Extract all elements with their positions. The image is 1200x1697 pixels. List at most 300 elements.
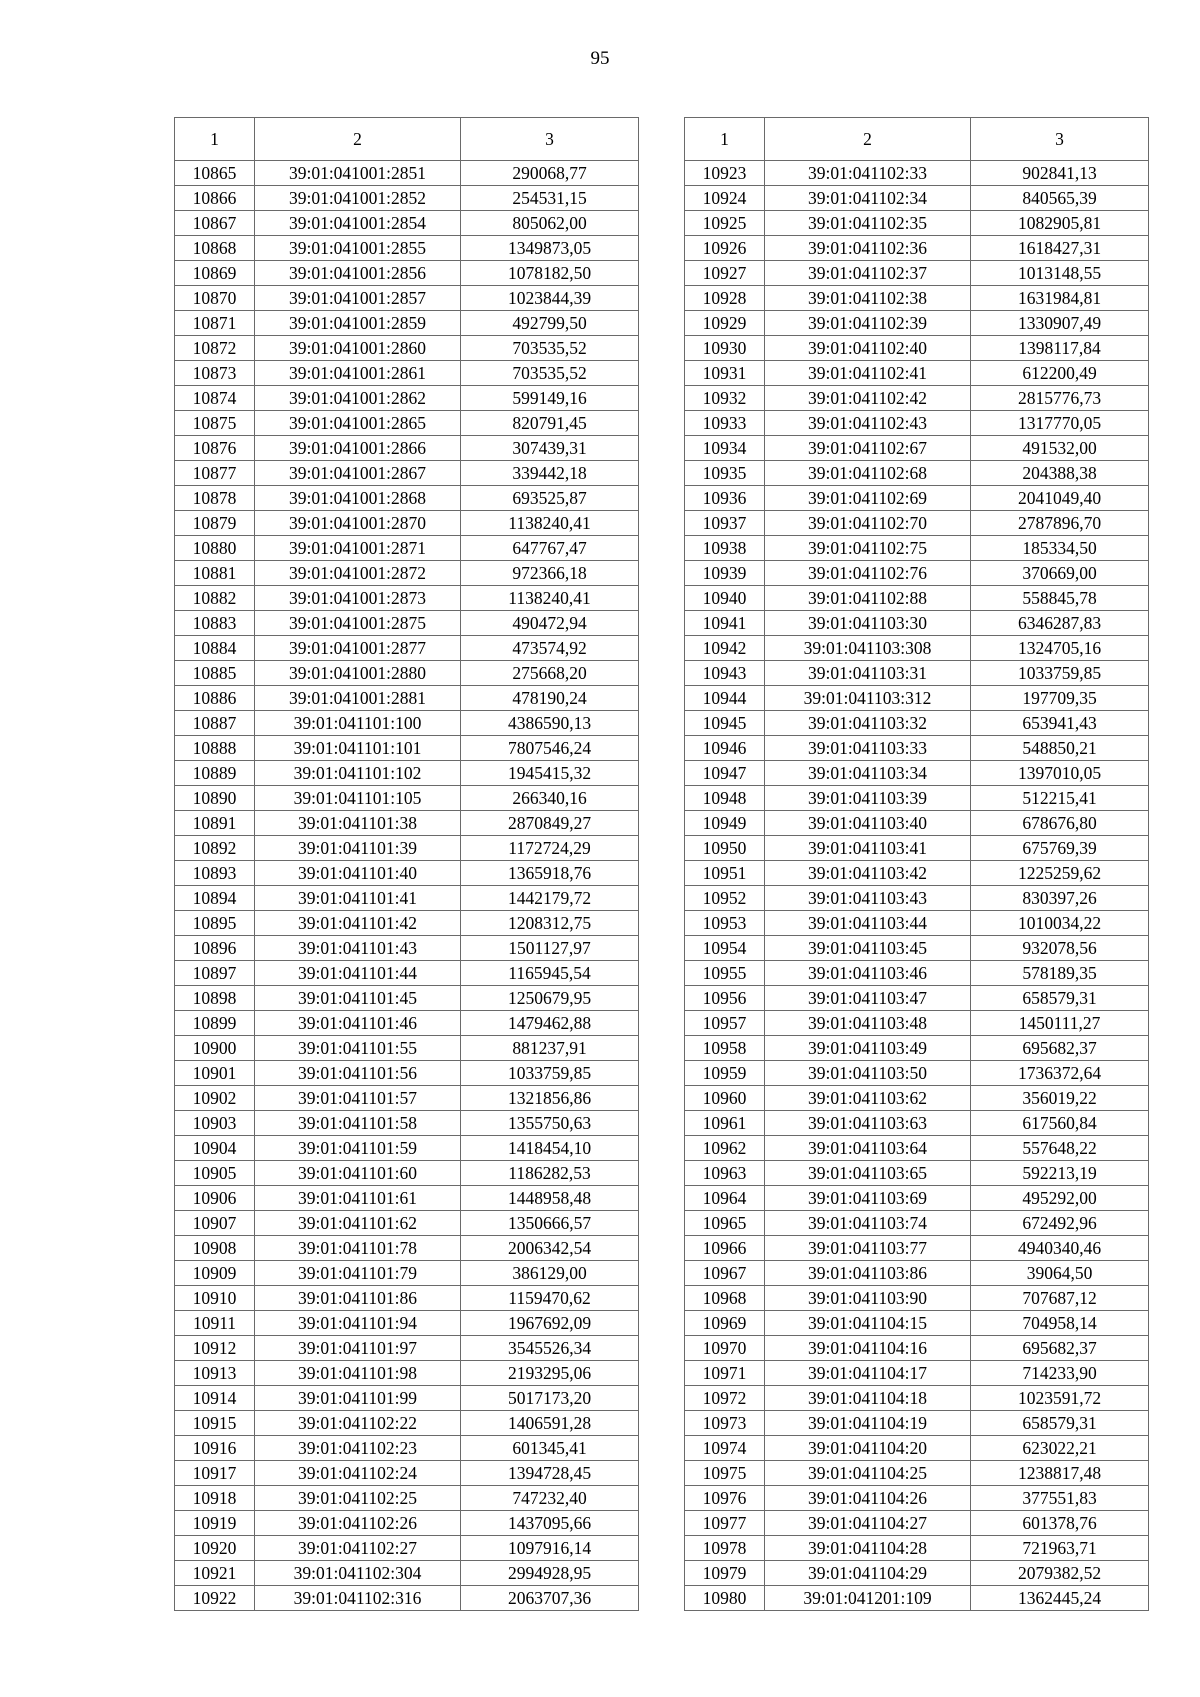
cadastral-number-cell: 39:01:041102:37 bbox=[765, 261, 971, 286]
row-number-cell: 10965 bbox=[685, 1211, 765, 1236]
cadastral-number-cell: 39:01:041001:2871 bbox=[255, 536, 461, 561]
value-cell: 275668,20 bbox=[461, 661, 639, 686]
table-row bbox=[175, 361, 639, 386]
table-row bbox=[685, 1111, 1149, 1136]
cadastral-number-cell: 39:01:041101:79 bbox=[255, 1261, 461, 1286]
row-number-cell: 10964 bbox=[685, 1186, 765, 1211]
cadastral-number-cell: 39:01:041001:2859 bbox=[255, 311, 461, 336]
table-row bbox=[685, 1586, 1149, 1611]
cadastral-number-cell: 39:01:041101:94 bbox=[255, 1311, 461, 1336]
cadastral-number-cell: 39:01:041101:40 bbox=[255, 861, 461, 886]
row-number-cell: 10872 bbox=[175, 336, 255, 361]
row-number-cell: 10884 bbox=[175, 636, 255, 661]
table-row bbox=[685, 711, 1149, 736]
table-row bbox=[685, 836, 1149, 861]
value-cell: 39064,50 bbox=[971, 1261, 1149, 1286]
row-number-cell: 10901 bbox=[175, 1061, 255, 1086]
cadastral-number-cell: 39:01:041103:69 bbox=[765, 1186, 971, 1211]
table-row bbox=[685, 1236, 1149, 1261]
row-number-cell: 10980 bbox=[685, 1586, 765, 1611]
row-number-cell: 10958 bbox=[685, 1036, 765, 1061]
cadastral-number-cell: 39:01:041103:33 bbox=[765, 736, 971, 761]
cadastral-number-cell: 39:01:041104:27 bbox=[765, 1511, 971, 1536]
cadastral-number-cell: 39:01:041103:63 bbox=[765, 1111, 971, 1136]
row-number-cell: 10877 bbox=[175, 461, 255, 486]
cadastral-number-cell: 39:01:041103:308 bbox=[765, 636, 971, 661]
table-row bbox=[175, 1061, 639, 1086]
value-cell: 592213,19 bbox=[971, 1161, 1149, 1186]
table-row bbox=[175, 286, 639, 311]
cadastral-number-cell: 39:01:041103:42 bbox=[765, 861, 971, 886]
table-row bbox=[685, 1211, 1149, 1236]
value-cell: 491532,00 bbox=[971, 436, 1149, 461]
table-row bbox=[175, 786, 639, 811]
row-number-cell: 10917 bbox=[175, 1461, 255, 1486]
cadastral-number-cell: 39:01:041102:27 bbox=[255, 1536, 461, 1561]
table-row bbox=[685, 686, 1149, 711]
value-cell: 1437095,66 bbox=[461, 1511, 639, 1536]
row-number-cell: 10956 bbox=[685, 986, 765, 1011]
value-cell: 658579,31 bbox=[971, 986, 1149, 1011]
cadastral-number-cell: 39:01:041102:39 bbox=[765, 311, 971, 336]
table-row bbox=[175, 1111, 639, 1136]
table-row bbox=[175, 1561, 639, 1586]
cadastral-number-cell: 39:01:041102:25 bbox=[255, 1486, 461, 1511]
table-row bbox=[175, 536, 639, 561]
table-row bbox=[175, 486, 639, 511]
row-number-cell: 10933 bbox=[685, 411, 765, 436]
cadastral-number-cell: 39:01:041103:45 bbox=[765, 936, 971, 961]
value-cell: 1349873,05 bbox=[461, 236, 639, 261]
cadastral-number-cell: 39:01:041101:100 bbox=[255, 711, 461, 736]
value-cell: 495292,00 bbox=[971, 1186, 1149, 1211]
row-number-cell: 10961 bbox=[685, 1111, 765, 1136]
cadastral-number-cell: 39:01:041104:15 bbox=[765, 1311, 971, 1336]
value-cell: 1033759,85 bbox=[461, 1061, 639, 1086]
value-cell: 902841,13 bbox=[971, 161, 1149, 186]
value-cell: 972366,18 bbox=[461, 561, 639, 586]
row-number-cell: 10950 bbox=[685, 836, 765, 861]
row-number-cell: 10932 bbox=[685, 386, 765, 411]
table-row bbox=[685, 886, 1149, 911]
cadastral-number-cell: 39:01:041101:59 bbox=[255, 1136, 461, 1161]
table-row bbox=[175, 1236, 639, 1261]
table-row bbox=[175, 686, 639, 711]
row-number-cell: 10926 bbox=[685, 236, 765, 261]
value-cell: 647767,47 bbox=[461, 536, 639, 561]
cadastral-table-right bbox=[684, 117, 1149, 1611]
column-header-value: 3 bbox=[971, 118, 1149, 161]
cadastral-number-cell: 39:01:041102:68 bbox=[765, 461, 971, 486]
value-cell: 2870849,27 bbox=[461, 811, 639, 836]
table-row bbox=[175, 411, 639, 436]
row-number-cell: 10946 bbox=[685, 736, 765, 761]
cadastral-number-cell: 39:01:041102:304 bbox=[255, 1561, 461, 1586]
value-cell: 617560,84 bbox=[971, 1111, 1149, 1136]
table-row bbox=[685, 361, 1149, 386]
value-cell: 612200,49 bbox=[971, 361, 1149, 386]
table-row bbox=[685, 786, 1149, 811]
row-number-cell: 10912 bbox=[175, 1336, 255, 1361]
table-row bbox=[175, 861, 639, 886]
table-row bbox=[685, 336, 1149, 361]
value-cell: 1172724,29 bbox=[461, 836, 639, 861]
value-cell: 707687,12 bbox=[971, 1286, 1149, 1311]
cadastral-number-cell: 39:01:041101:41 bbox=[255, 886, 461, 911]
row-number-cell: 10866 bbox=[175, 186, 255, 211]
table-row bbox=[685, 986, 1149, 1011]
table-row bbox=[175, 511, 639, 536]
value-cell: 820791,45 bbox=[461, 411, 639, 436]
row-number-cell: 10914 bbox=[175, 1386, 255, 1411]
table-row bbox=[175, 211, 639, 236]
value-cell: 3545526,34 bbox=[461, 1336, 639, 1361]
row-number-cell: 10887 bbox=[175, 711, 255, 736]
row-number-cell: 10979 bbox=[685, 1561, 765, 1586]
value-cell: 307439,31 bbox=[461, 436, 639, 461]
table-row bbox=[175, 336, 639, 361]
row-number-cell: 10920 bbox=[175, 1536, 255, 1561]
value-cell: 703535,52 bbox=[461, 361, 639, 386]
table-row bbox=[175, 1536, 639, 1561]
value-cell: 601378,76 bbox=[971, 1511, 1149, 1536]
value-cell: 1082905,81 bbox=[971, 211, 1149, 236]
row-number-cell: 10890 bbox=[175, 786, 255, 811]
value-cell: 490472,94 bbox=[461, 611, 639, 636]
table-row bbox=[175, 1261, 639, 1286]
value-cell: 932078,56 bbox=[971, 936, 1149, 961]
cadastral-number-cell: 39:01:041001:2867 bbox=[255, 461, 461, 486]
table-row bbox=[685, 1486, 1149, 1511]
row-number-cell: 10879 bbox=[175, 511, 255, 536]
row-number-cell: 10955 bbox=[685, 961, 765, 986]
row-number-cell: 10891 bbox=[175, 811, 255, 836]
value-cell: 2193295,06 bbox=[461, 1361, 639, 1386]
cadastral-number-cell: 39:01:041001:2857 bbox=[255, 286, 461, 311]
table-row bbox=[685, 1336, 1149, 1361]
row-number-cell: 10952 bbox=[685, 886, 765, 911]
cadastral-number-cell: 39:01:041103:48 bbox=[765, 1011, 971, 1036]
value-cell: 290068,77 bbox=[461, 161, 639, 186]
value-cell: 1138240,41 bbox=[461, 511, 639, 536]
row-number-cell: 10941 bbox=[685, 611, 765, 636]
row-number-cell: 10971 bbox=[685, 1361, 765, 1386]
cadastral-number-cell: 39:01:041201:109 bbox=[765, 1586, 971, 1611]
row-number-cell: 10876 bbox=[175, 436, 255, 461]
value-cell: 881237,91 bbox=[461, 1036, 639, 1061]
cadastral-number-cell: 39:01:041101:86 bbox=[255, 1286, 461, 1311]
cadastral-number-cell: 39:01:041103:77 bbox=[765, 1236, 971, 1261]
row-number-cell: 10972 bbox=[685, 1386, 765, 1411]
row-number-cell: 10931 bbox=[685, 361, 765, 386]
table-row bbox=[175, 186, 639, 211]
value-cell: 2994928,95 bbox=[461, 1561, 639, 1586]
cadastral-table-left bbox=[174, 117, 639, 1611]
value-cell: 1078182,50 bbox=[461, 261, 639, 286]
table-header-row bbox=[685, 118, 1149, 161]
row-number-cell: 10902 bbox=[175, 1086, 255, 1111]
value-cell: 675769,39 bbox=[971, 836, 1149, 861]
row-number-cell: 10897 bbox=[175, 961, 255, 986]
value-cell: 1450111,27 bbox=[971, 1011, 1149, 1036]
table-row bbox=[175, 1386, 639, 1411]
row-number-cell: 10949 bbox=[685, 811, 765, 836]
value-cell: 4386590,13 bbox=[461, 711, 639, 736]
cadastral-number-cell: 39:01:041001:2851 bbox=[255, 161, 461, 186]
value-cell: 1365918,76 bbox=[461, 861, 639, 886]
table-row bbox=[175, 436, 639, 461]
cadastral-number-cell: 39:01:041103:39 bbox=[765, 786, 971, 811]
value-cell: 1945415,32 bbox=[461, 761, 639, 786]
row-number-cell: 10974 bbox=[685, 1436, 765, 1461]
cadastral-number-cell: 39:01:041101:45 bbox=[255, 986, 461, 1011]
cadastral-number-cell: 39:01:041001:2856 bbox=[255, 261, 461, 286]
cadastral-number-cell: 39:01:041104:26 bbox=[765, 1486, 971, 1511]
row-number-cell: 10865 bbox=[175, 161, 255, 186]
table-row bbox=[175, 636, 639, 661]
cadastral-number-cell: 39:01:041101:102 bbox=[255, 761, 461, 786]
cadastral-number-cell: 39:01:041102:33 bbox=[765, 161, 971, 186]
cadastral-number-cell: 39:01:041101:38 bbox=[255, 811, 461, 836]
cadastral-number-cell: 39:01:041101:58 bbox=[255, 1111, 461, 1136]
row-number-cell: 10907 bbox=[175, 1211, 255, 1236]
table-row bbox=[175, 1286, 639, 1311]
table-row bbox=[685, 611, 1149, 636]
cadastral-number-cell: 39:01:041102:41 bbox=[765, 361, 971, 386]
cadastral-number-cell: 39:01:041101:56 bbox=[255, 1061, 461, 1086]
cadastral-number-cell: 39:01:041104:16 bbox=[765, 1336, 971, 1361]
row-number-cell: 10962 bbox=[685, 1136, 765, 1161]
row-number-cell: 10873 bbox=[175, 361, 255, 386]
row-number-cell: 10928 bbox=[685, 286, 765, 311]
cadastral-number-cell: 39:01:041101:105 bbox=[255, 786, 461, 811]
table-row bbox=[175, 986, 639, 1011]
row-number-cell: 10967 bbox=[685, 1261, 765, 1286]
cadastral-number-cell: 39:01:041102:67 bbox=[765, 436, 971, 461]
table-row bbox=[175, 386, 639, 411]
row-number-cell: 10869 bbox=[175, 261, 255, 286]
value-cell: 695682,37 bbox=[971, 1336, 1149, 1361]
cadastral-number-cell: 39:01:041101:57 bbox=[255, 1086, 461, 1111]
cadastral-number-cell: 39:01:041101:46 bbox=[255, 1011, 461, 1036]
cadastral-number-cell: 39:01:041001:2881 bbox=[255, 686, 461, 711]
cadastral-number-cell: 39:01:041101:62 bbox=[255, 1211, 461, 1236]
cadastral-number-cell: 39:01:041001:2868 bbox=[255, 486, 461, 511]
value-cell: 578189,35 bbox=[971, 961, 1149, 986]
table-row bbox=[175, 586, 639, 611]
table-row bbox=[685, 1186, 1149, 1211]
table-row bbox=[685, 811, 1149, 836]
cadastral-number-cell: 39:01:041103:312 bbox=[765, 686, 971, 711]
table-row bbox=[175, 561, 639, 586]
value-cell: 6346287,83 bbox=[971, 611, 1149, 636]
column-header-number: 1 bbox=[685, 118, 765, 161]
table-row bbox=[685, 1261, 1149, 1286]
table-row bbox=[175, 1361, 639, 1386]
row-number-cell: 10871 bbox=[175, 311, 255, 336]
cadastral-number-cell: 39:01:041001:2873 bbox=[255, 586, 461, 611]
cadastral-number-cell: 39:01:041102:36 bbox=[765, 236, 971, 261]
table-row bbox=[685, 1536, 1149, 1561]
value-cell: 1225259,62 bbox=[971, 861, 1149, 886]
table-row bbox=[685, 436, 1149, 461]
row-number-cell: 10898 bbox=[175, 986, 255, 1011]
row-number-cell: 10959 bbox=[685, 1061, 765, 1086]
cadastral-number-cell: 39:01:041001:2852 bbox=[255, 186, 461, 211]
row-number-cell: 10938 bbox=[685, 536, 765, 561]
row-number-cell: 10953 bbox=[685, 911, 765, 936]
cadastral-number-cell: 39:01:041102:42 bbox=[765, 386, 971, 411]
value-cell: 601345,41 bbox=[461, 1436, 639, 1461]
cadastral-number-cell: 39:01:041101:78 bbox=[255, 1236, 461, 1261]
cadastral-number-cell: 39:01:041103:65 bbox=[765, 1161, 971, 1186]
table-row bbox=[175, 236, 639, 261]
cadastral-number-cell: 39:01:041103:86 bbox=[765, 1261, 971, 1286]
row-number-cell: 10963 bbox=[685, 1161, 765, 1186]
table-row bbox=[685, 1461, 1149, 1486]
row-number-cell: 10895 bbox=[175, 911, 255, 936]
row-number-cell: 10875 bbox=[175, 411, 255, 436]
value-cell: 339442,18 bbox=[461, 461, 639, 486]
cadastral-number-cell: 39:01:041104:18 bbox=[765, 1386, 971, 1411]
value-cell: 1501127,97 bbox=[461, 936, 639, 961]
table-row bbox=[685, 1061, 1149, 1086]
value-cell: 704958,14 bbox=[971, 1311, 1149, 1336]
table-row bbox=[685, 411, 1149, 436]
row-number-cell: 10908 bbox=[175, 1236, 255, 1261]
table-row bbox=[685, 736, 1149, 761]
table-row bbox=[175, 1586, 639, 1611]
row-number-cell: 10880 bbox=[175, 536, 255, 561]
value-cell: 2787896,70 bbox=[971, 511, 1149, 536]
cadastral-number-cell: 39:01:041101:43 bbox=[255, 936, 461, 961]
table-row bbox=[175, 886, 639, 911]
value-cell: 7807546,24 bbox=[461, 736, 639, 761]
row-number-cell: 10976 bbox=[685, 1486, 765, 1511]
row-number-cell: 10913 bbox=[175, 1361, 255, 1386]
column-header-cadastral-number: 2 bbox=[255, 118, 461, 161]
row-number-cell: 10870 bbox=[175, 286, 255, 311]
row-number-cell: 10957 bbox=[685, 1011, 765, 1036]
value-cell: 623022,21 bbox=[971, 1436, 1149, 1461]
table-row bbox=[685, 486, 1149, 511]
value-cell: 1208312,75 bbox=[461, 911, 639, 936]
cadastral-number-cell: 39:01:041001:2865 bbox=[255, 411, 461, 436]
table-row bbox=[175, 1086, 639, 1111]
cadastral-number-cell: 39:01:041102:40 bbox=[765, 336, 971, 361]
row-number-cell: 10960 bbox=[685, 1086, 765, 1111]
value-cell: 1967692,09 bbox=[461, 1311, 639, 1336]
value-cell: 721963,71 bbox=[971, 1536, 1149, 1561]
cadastral-number-cell: 39:01:041104:28 bbox=[765, 1536, 971, 1561]
cadastral-number-cell: 39:01:041001:2880 bbox=[255, 661, 461, 686]
table-row bbox=[175, 461, 639, 486]
table-row bbox=[685, 261, 1149, 286]
value-cell: 1250679,95 bbox=[461, 986, 639, 1011]
value-cell: 1013148,55 bbox=[971, 261, 1149, 286]
cadastral-number-cell: 39:01:041001:2860 bbox=[255, 336, 461, 361]
cadastral-number-cell: 39:01:041103:47 bbox=[765, 986, 971, 1011]
table-row bbox=[685, 561, 1149, 586]
table-row bbox=[175, 611, 639, 636]
row-number-cell: 10936 bbox=[685, 486, 765, 511]
table-row bbox=[685, 1161, 1149, 1186]
table-row bbox=[685, 1311, 1149, 1336]
row-number-cell: 10881 bbox=[175, 561, 255, 586]
row-number-cell: 10922 bbox=[175, 1586, 255, 1611]
cadastral-number-cell: 39:01:041102:76 bbox=[765, 561, 971, 586]
value-cell: 512215,41 bbox=[971, 786, 1149, 811]
value-cell: 5017173,20 bbox=[461, 1386, 639, 1411]
value-cell: 1631984,81 bbox=[971, 286, 1149, 311]
value-cell: 1448958,48 bbox=[461, 1186, 639, 1211]
cadastral-number-cell: 39:01:041101:101 bbox=[255, 736, 461, 761]
table-row bbox=[685, 1086, 1149, 1111]
value-cell: 1023591,72 bbox=[971, 1386, 1149, 1411]
row-number-cell: 10924 bbox=[685, 186, 765, 211]
table-row bbox=[685, 861, 1149, 886]
cadastral-number-cell: 39:01:041101:98 bbox=[255, 1361, 461, 1386]
table-row bbox=[685, 1011, 1149, 1036]
value-cell: 204388,38 bbox=[971, 461, 1149, 486]
cadastral-number-cell: 39:01:041103:31 bbox=[765, 661, 971, 686]
cadastral-number-cell: 39:01:041103:40 bbox=[765, 811, 971, 836]
cadastral-number-cell: 39:01:041103:43 bbox=[765, 886, 971, 911]
table-row bbox=[175, 811, 639, 836]
row-number-cell: 10923 bbox=[685, 161, 765, 186]
row-number-cell: 10975 bbox=[685, 1461, 765, 1486]
table-row bbox=[685, 1286, 1149, 1311]
value-cell: 805062,00 bbox=[461, 211, 639, 236]
cadastral-number-cell: 39:01:041001:2877 bbox=[255, 636, 461, 661]
value-cell: 658579,31 bbox=[971, 1411, 1149, 1436]
table-row bbox=[685, 186, 1149, 211]
cadastral-number-cell: 39:01:041101:55 bbox=[255, 1036, 461, 1061]
table-row bbox=[685, 586, 1149, 611]
row-number-cell: 10930 bbox=[685, 336, 765, 361]
cadastral-number-cell: 39:01:041103:90 bbox=[765, 1286, 971, 1311]
table-row bbox=[685, 1436, 1149, 1461]
value-cell: 1736372,64 bbox=[971, 1061, 1149, 1086]
cadastral-number-cell: 39:01:041103:41 bbox=[765, 836, 971, 861]
table-row bbox=[175, 161, 639, 186]
value-cell: 1350666,57 bbox=[461, 1211, 639, 1236]
cadastral-number-cell: 39:01:041001:2870 bbox=[255, 511, 461, 536]
cadastral-number-cell: 39:01:041104:25 bbox=[765, 1461, 971, 1486]
table-row bbox=[685, 661, 1149, 686]
cadastral-number-cell: 39:01:041104:17 bbox=[765, 1361, 971, 1386]
cadastral-number-cell: 39:01:041102:23 bbox=[255, 1436, 461, 1461]
table-row bbox=[685, 536, 1149, 561]
row-number-cell: 10944 bbox=[685, 686, 765, 711]
cadastral-number-cell: 39:01:041103:46 bbox=[765, 961, 971, 986]
value-cell: 1397010,05 bbox=[971, 761, 1149, 786]
value-cell: 1097916,14 bbox=[461, 1536, 639, 1561]
cadastral-number-cell: 39:01:041102:35 bbox=[765, 211, 971, 236]
value-cell: 678676,80 bbox=[971, 811, 1149, 836]
table-row bbox=[685, 236, 1149, 261]
cadastral-number-cell: 39:01:041103:44 bbox=[765, 911, 971, 936]
value-cell: 1398117,84 bbox=[971, 336, 1149, 361]
cadastral-number-cell: 39:01:041101:42 bbox=[255, 911, 461, 936]
page-number: 95 bbox=[590, 48, 610, 69]
cadastral-number-cell: 39:01:041103:30 bbox=[765, 611, 971, 636]
row-number-cell: 10885 bbox=[175, 661, 255, 686]
value-cell: 653941,43 bbox=[971, 711, 1149, 736]
cadastral-number-cell: 39:01:041103:50 bbox=[765, 1061, 971, 1086]
value-cell: 599149,16 bbox=[461, 386, 639, 411]
value-cell: 1362445,24 bbox=[971, 1586, 1149, 1611]
